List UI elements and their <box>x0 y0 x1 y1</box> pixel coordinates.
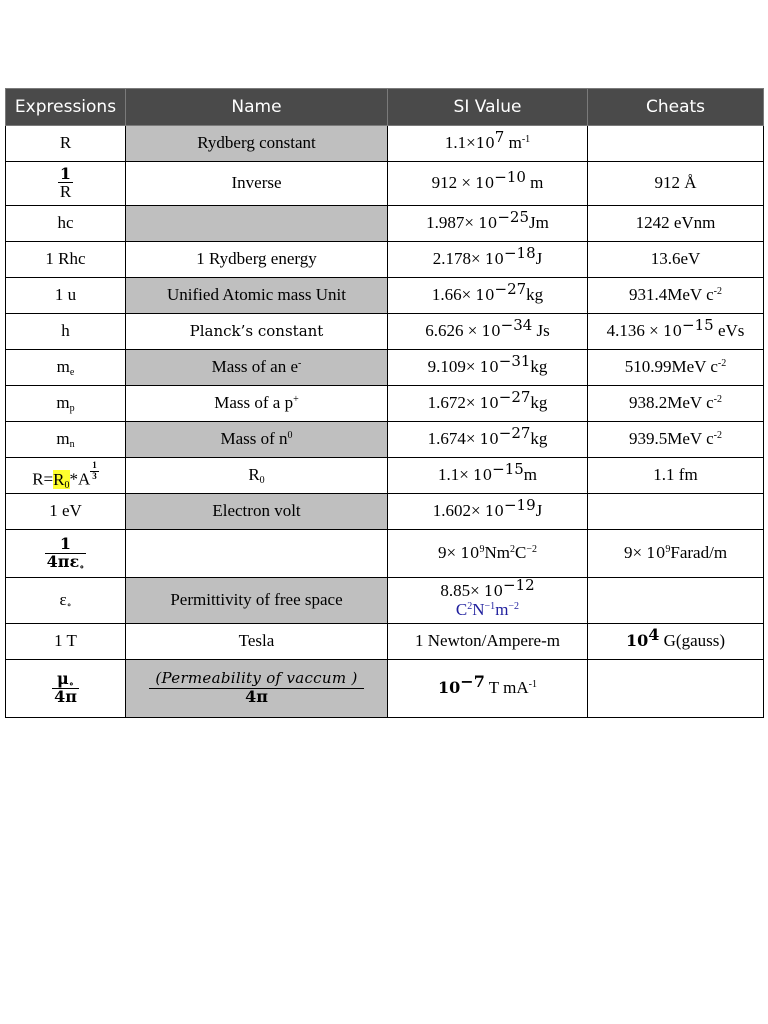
expression-cell: 1 T <box>6 624 126 660</box>
table-row <box>6 578 764 624</box>
expression-cell: $\varepsilon_\circ$ <box>6 578 126 624</box>
cheat-cell: $4.136 \times 10^{-15}$ eVs <box>588 314 764 350</box>
cheat-cell <box>588 494 764 530</box>
cheat-cell <box>588 578 764 624</box>
si-value-cell: $6.626 \times 10^{-34}$ Js <box>388 314 588 350</box>
table-row <box>6 126 764 162</box>
permittivity-units: $C^2N^{-1}m^{-2}$ <box>455 599 520 619</box>
table-row <box>6 162 764 206</box>
si-value-cell: $10^{-7}$ T $mA^{-1}$ <box>388 660 588 718</box>
header-si-value: SI Value <box>388 89 588 126</box>
name-cell: Mass of a p+ <box>126 386 388 422</box>
si-value-cell: $912 \times 10^{-10}$ m <box>388 162 588 206</box>
cheat-cell: 912 Å <box>588 162 764 206</box>
si-value-cell: $2.178\times 10^{-18}J$ <box>388 242 588 278</box>
si-value-cell: $9\times 10^9Nm^2C^{-2}$ <box>388 530 588 578</box>
cheat-cell: $9\times 10^9Farad/m$ <box>588 530 764 578</box>
name-cell: Permittivity of free space <box>126 578 388 624</box>
cheat-cell <box>588 126 764 162</box>
cheat-cell: $10^4$ G(gauss) <box>588 624 764 660</box>
expression-cell: $\frac{\mu_\circ}{4\pi}$ <box>6 660 126 718</box>
expression-cell: hc <box>6 206 126 242</box>
expression-cell: $m_p$ <box>6 386 126 422</box>
name-cell: Mass of $n^0$ <box>126 422 388 458</box>
table-row <box>6 242 764 278</box>
si-value-cell: $1.1\times 10^{-15}m$ <box>388 458 588 494</box>
cheat-cell: 938.2MeV $c^{-2}$ <box>588 386 764 422</box>
header-name: Name <box>126 89 388 126</box>
name-cell: Inverse <box>126 162 388 206</box>
table-row <box>6 350 764 386</box>
name-cell: Unified Atomic mass Unit <box>126 278 388 314</box>
expression-cell: $m_n$ <box>6 422 126 458</box>
name-cell: Planck’s constant <box>126 314 388 350</box>
expression-cell: $m_e$ <box>6 350 126 386</box>
si-value-cell: $1.987\times 10^{-25}Jm$ <box>388 206 588 242</box>
table-row <box>6 624 764 660</box>
expression-cell: h <box>6 314 126 350</box>
table-row <box>6 530 764 578</box>
cheat-cell: 939.5MeV $c^{-2}$ <box>588 422 764 458</box>
name-cell: Rydberg constant <box>126 126 388 162</box>
name-cell: Electron volt <box>126 494 388 530</box>
si-value-cell: $9.109\times 10^{-31}kg$ <box>388 350 588 386</box>
si-value-cell: $1.674\times 10^{-27}kg$ <box>388 422 588 458</box>
cheat-cell <box>588 660 764 718</box>
name-cell <box>126 206 388 242</box>
si-value-cell: 1 Newton/Ampere-m <box>388 624 588 660</box>
header-cheats: Cheats <box>588 89 764 126</box>
table-row <box>6 458 764 494</box>
highlighted-r0: $R_0$ <box>53 469 70 491</box>
expression-cell: 1 u <box>6 278 126 314</box>
cheat-cell: 1242 eVnm <box>588 206 764 242</box>
expression-cell: 1 Rhc <box>6 242 126 278</box>
si-value-cell: $1.602\times 10^{-19}J$ <box>388 494 588 530</box>
si-value-cell: $1.1\times 10^7$ $m^{-1}$ <box>388 126 588 162</box>
cheat-cell: 510.99MeV $c^{-2}$ <box>588 350 764 386</box>
header-row <box>6 89 764 126</box>
name-cell: $\frac{\text{(Permeability of vaccum )}}{4\pi}$ <box>126 660 388 718</box>
name-cell: Tesla <box>126 624 388 660</box>
cheat-cell: 931.4MeV $c^{-2}$ <box>588 278 764 314</box>
table-row <box>6 494 764 530</box>
table-row <box>6 278 764 314</box>
table-row <box>6 660 764 718</box>
cheat-cell: 1.1 fm <box>588 458 764 494</box>
name-cell: 1 Rydberg energy <box>126 242 388 278</box>
expression-cell: $\frac{1}{4\pi\varepsilon_\circ}$ <box>6 530 126 578</box>
table-row <box>6 314 764 350</box>
expression-cell: 1 eV <box>6 494 126 530</box>
table-row <box>6 206 764 242</box>
constants-table <box>5 88 764 718</box>
si-value-cell: $1.66\times 10^{-27}kg$ <box>388 278 588 314</box>
name-cell: $R_0$ <box>126 458 388 494</box>
name-cell <box>126 530 388 578</box>
si-value-cell: $1.672\times 10^{-27}kg$ <box>388 386 588 422</box>
si-value-cell: $8.85\times 10^{-12}$ $C^2N^{-1}m^{-2}$ <box>388 578 588 624</box>
expression-cell: $\frac{1}{R}$ <box>6 162 126 206</box>
table-row <box>6 386 764 422</box>
table-row <box>6 422 764 458</box>
name-cell: Mass of an e- <box>126 350 388 386</box>
expression-cell: $R=R_0*A$ $\frac{1}{3}$ <box>6 458 126 494</box>
expression-cell: R <box>6 126 126 162</box>
header-expressions: Expressions <box>6 89 126 126</box>
cheat-cell: 13.6eV <box>588 242 764 278</box>
